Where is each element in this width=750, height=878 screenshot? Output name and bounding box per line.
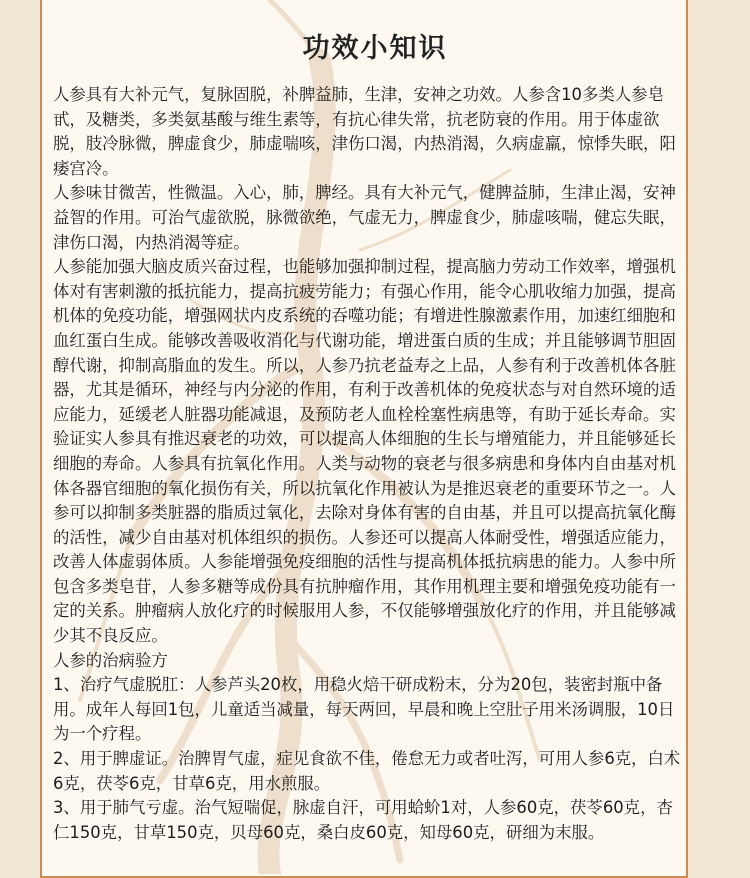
paragraph-efficacy: 人参具有大补元气，复脉固脱，补脾益肺，生津，安神之功效。人参含10多类人参皂甙，及糖类，多类氨基酸与维生素等，有抗心律失常，抗老防衰的作用。用于体虚欲脱，肢冷脉微，脾虚食少，肺虚喘咳，津伤口渴，内热消渴，久病虚羸，惊悸失眠，阳痿宫冷。 xyxy=(53,85,676,178)
paragraph-properties: 人参味甘微苦，性微温。入心，肺，脾经。具有大补元气，健脾益肺，生津止渴，安神益智的作用。可治气虚欲脱，脉微欲绝，气虚无力，脾虚食少，肺虚咳喘，健忘失眠，津伤口渴，内热消渴等症。 xyxy=(53,183,676,252)
article-body xyxy=(53,83,685,845)
section-heading-remedies: 人参的治病验方 xyxy=(53,650,168,670)
remedy-item-1: 1、治疗气虚脱肛：人参芦头20枚，用稳火焙干研成粉末，分为20包，装密封瓶中备用。成年人每回1包，儿童适当减量，每天两回，早晨和晚上空肚子用米汤调服，10日为一个疗程。 xyxy=(53,675,675,744)
paragraph-pharmacology: 人参能加强大脑皮质兴奋过程，也能够加强抑制过程，提高脑力劳动工作效率，增强机体对有害刺激的抵抗能力，提高抗疲劳能力；有强心作用，能令心肌收缩力加强，提高机体的免疫功能，增强网状内皮系统的吞噬功能；有增进性腺激素作用，加速红细胞和血红蛋白生成。能够改善吸收消化与代谢功能，增进蛋白质的生成；并且能够调节胆固醇代谢，抑制高脂血的发生。所以，人参乃抗老益寿之上品，人参有利于改善机体各脏器，尤其是循环，神经与内分泌的作用，有利于改善机体的免疫状态与对自然环境的适应能力，延缓老人脏器功能减退，及预防老人血栓栓塞性病患等，有助于延长寿命。实验证实人参具有推迟衰老的功效，可以提高人体细胞的生长与增殖能力，并且能够延长细胞的寿命。人参具有抗氧化作用。人类与动物的衰老与很多病患和身体内自由基对机体各器官细胞的氧化损伤有关，所以抗氧化作用被认为是推迟衰老的重要环节之一。人参可以抑制多类脏器的脂质过氧化，去除对身体有害的自由基，并且可以提高抗氧化酶的活性，减少自由基对机体组织的损伤。人参还可以提高人体耐受性，增强适应能力，改善人体虚弱体质。人参能增强免疫细胞的活性与提高机体抵抗病患的能力。人参中所包含多类皂苷，人参多糖等成份具有抗肿瘤作用，其作用机理主要和增强免疫功能有一定的关系。肿瘤病人放化疗的时候服用人参，不仅能够增强放化疗的作用，并且能够减少其不良反应。 xyxy=(53,257,676,646)
page-title: 功效小知识 xyxy=(302,33,448,64)
remedy-item-2: 2、用于脾虚证。治脾胃气虚，症见食欲不佳，倦怠无力或者吐泻，可用人参6克，白术6克，茯苓6克，甘草6克，用水煎服。 xyxy=(53,749,681,793)
remedy-item-3: 3、用于肺气亏虚。治气短喘促，脉虚自汗，可用蛤蚧1对，人参60克，茯苓60克，杏仁150克，甘草150克，贝母60克，桑白皮60克，知母60克，研细为末服。 xyxy=(53,798,673,842)
